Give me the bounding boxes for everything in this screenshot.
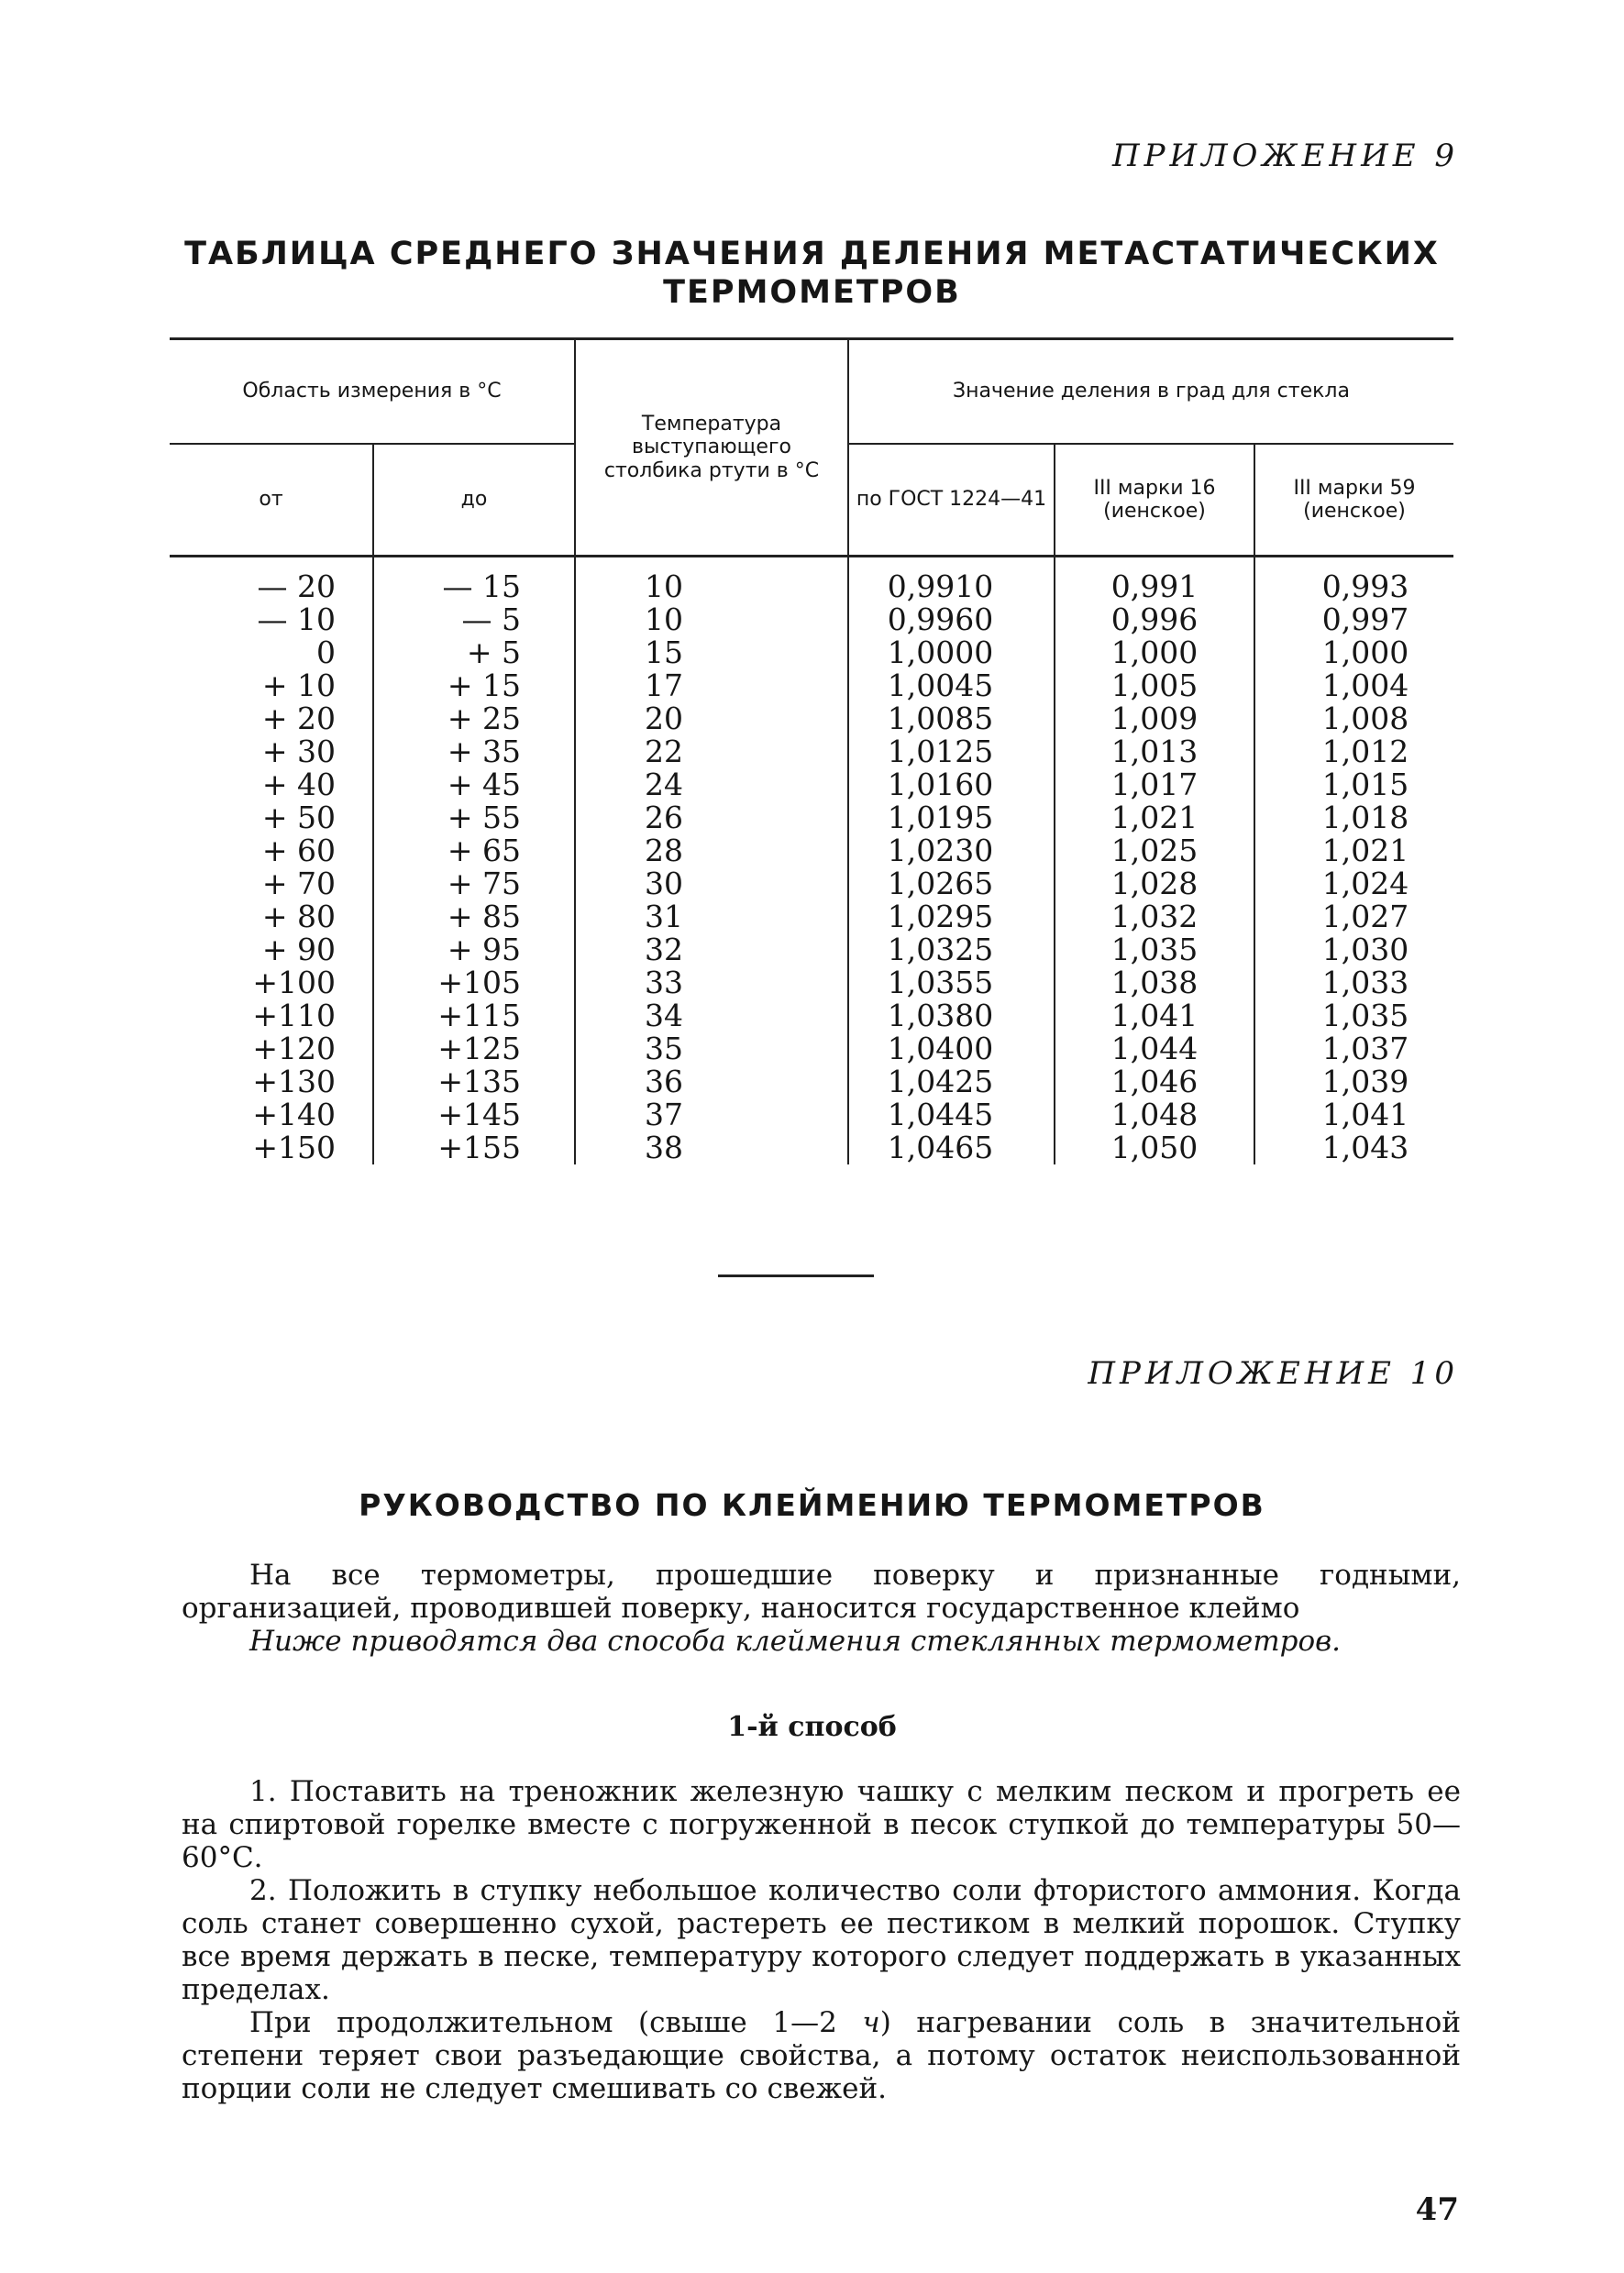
gost-value-cell: 1,0085 xyxy=(848,702,1055,735)
mark-59-value-cell: 1,000 xyxy=(1321,634,1409,670)
range-to-cell: + 75 xyxy=(373,867,575,900)
range-from-cell: — 20 xyxy=(170,557,373,604)
range-from-cell: — 10 xyxy=(170,603,373,636)
range-from-cell: + 50 xyxy=(170,801,373,834)
temperature-cell: 33 xyxy=(575,966,848,999)
range-from-cell: 0 xyxy=(170,636,373,669)
mark-59-value-cell: 1,008 xyxy=(1321,701,1409,736)
header-gost: по ГОСТ 1224—41 xyxy=(848,444,1055,557)
temperature-cell: 36 xyxy=(575,1065,848,1098)
mark-59-value-cell: 1,012 xyxy=(1321,734,1409,769)
gost-value-cell: 1,0195 xyxy=(848,801,1055,834)
mark-59-value-cell: 0,997 xyxy=(1321,601,1409,637)
mark-59-value-cell: 1,018 xyxy=(1321,800,1409,835)
appendix-9-label: ПРИЛОЖЕНИЕ 9 xyxy=(1111,138,1459,174)
page-number: 47 xyxy=(1415,2191,1459,2228)
mark-16-value-cell: 1,021 xyxy=(1055,801,1254,834)
temperature-cell: 24 xyxy=(575,768,848,801)
range-from-cell: +150 xyxy=(170,1131,373,1164)
table-row xyxy=(170,735,1453,768)
range-from-cell: + 30 xyxy=(170,735,373,768)
appendix-10-label: ПРИЛОЖЕНИЕ 10 xyxy=(1088,1355,1459,1392)
table-row xyxy=(170,933,1453,966)
mark-16-value-cell: 1,017 xyxy=(1055,768,1254,801)
temperature-cell: 38 xyxy=(575,1131,848,1164)
appendix-9-title xyxy=(0,235,1624,312)
mark-16-value-cell: 1,013 xyxy=(1055,735,1254,768)
table-row xyxy=(170,1032,1453,1065)
range-from-cell: + 10 xyxy=(170,669,373,702)
mark-16-value-cell: 1,025 xyxy=(1055,834,1254,867)
table-row xyxy=(170,636,1453,669)
mark-16-value-cell: 1,046 xyxy=(1055,1065,1254,1098)
range-from-cell: + 90 xyxy=(170,933,373,966)
mark-59-value-cell: 1,021 xyxy=(1321,833,1409,868)
division-value-table xyxy=(170,337,1453,1164)
table-row xyxy=(170,900,1453,933)
range-to-cell: + 35 xyxy=(373,735,575,768)
table-row xyxy=(170,999,1453,1032)
header-from: от xyxy=(170,444,373,557)
range-from-cell: +100 xyxy=(170,966,373,999)
table-row xyxy=(170,834,1453,867)
range-from-cell: + 20 xyxy=(170,702,373,735)
temperature-cell: 32 xyxy=(575,933,848,966)
table-row xyxy=(170,669,1453,702)
gost-value-cell: 1,0425 xyxy=(848,1065,1055,1098)
table-row xyxy=(170,966,1453,999)
range-to-cell: +125 xyxy=(373,1032,575,1065)
gost-value-cell: 1,0160 xyxy=(848,768,1055,801)
mark-59-value-cell: 1,037 xyxy=(1321,1031,1409,1066)
paragraph-methods: Ниже приводятся два способа клеймения стеклянных термометров. xyxy=(249,1625,1342,1658)
table-body xyxy=(170,557,1453,1165)
range-to-cell: — 5 xyxy=(373,603,575,636)
range-to-cell: + 85 xyxy=(373,900,575,933)
heating-text-a: При продолжительном (свыше 1—2 xyxy=(249,2006,863,2039)
range-to-cell: +135 xyxy=(373,1065,575,1098)
gost-value-cell: 1,0125 xyxy=(848,735,1055,768)
range-from-cell: +120 xyxy=(170,1032,373,1065)
temperature-cell: 17 xyxy=(575,669,848,702)
gost-value-cell: 1,0380 xyxy=(848,999,1055,1032)
range-to-cell: + 95 xyxy=(373,933,575,966)
mark-16-value-cell: 0,996 xyxy=(1055,603,1254,636)
range-to-cell: +155 xyxy=(373,1131,575,1164)
temperature-cell: 22 xyxy=(575,735,848,768)
range-to-cell: +105 xyxy=(373,966,575,999)
step-1: 1. Поставить на треножник железную чашку с мелким песком и прогреть ее на спиртовой горелке вместе с погруженной в песок ступкой до температуры 50—60°С. xyxy=(182,1775,1461,1874)
range-to-cell: + 5 xyxy=(373,636,575,669)
appendix-9-title-line-2: ТЕРМОМЕТРОВ xyxy=(663,274,961,311)
table-row xyxy=(170,557,1453,604)
gost-value-cell: 1,0045 xyxy=(848,669,1055,702)
mark-16-value-cell: 0,991 xyxy=(1055,557,1254,604)
step-2: 2. Положить в ступку небольшое количество соли фтористого аммония. Когда соль станет совершенно сухой, растереть ее пестиком в мелкий порошок. Ступку все время держать в песке, температуру которого следует поддержать в указанных пределах. xyxy=(182,1874,1461,2006)
range-to-cell: +145 xyxy=(373,1098,575,1131)
range-to-cell: + 25 xyxy=(373,702,575,735)
paragraph-stamp: На все термометры, прошедшие поверку и признанные годными, организацией, проводившей поверку, наносится государственное клеймо xyxy=(182,1559,1461,1625)
method-1-title: 1-й способ xyxy=(727,1711,897,1743)
mark-59-value-cell: 1,033 xyxy=(1321,965,1409,1000)
mark-59-value-cell: 1,035 xyxy=(1321,998,1409,1033)
range-to-cell: + 45 xyxy=(373,768,575,801)
range-to-cell: — 15 xyxy=(373,557,575,604)
mark-59-value-cell: 1,004 xyxy=(1321,668,1409,703)
range-from-cell: + 70 xyxy=(170,867,373,900)
gost-value-cell: 1,0325 xyxy=(848,933,1055,966)
mark-59-value-cell: 1,024 xyxy=(1321,866,1409,901)
mark-16-value-cell: 1,032 xyxy=(1055,900,1254,933)
header-range: Область измерения в °С xyxy=(170,339,575,445)
mark-16-value-cell: 1,005 xyxy=(1055,669,1254,702)
table-row xyxy=(170,1131,1453,1164)
mark-16-value-cell: 1,035 xyxy=(1055,933,1254,966)
mark-16-value-cell: 1,009 xyxy=(1055,702,1254,735)
range-from-cell: + 80 xyxy=(170,900,373,933)
range-to-cell: +115 xyxy=(373,999,575,1032)
table-row xyxy=(170,1098,1453,1131)
mark-16-value-cell: 1,044 xyxy=(1055,1032,1254,1065)
table-row xyxy=(170,801,1453,834)
gost-value-cell: 0,9960 xyxy=(848,603,1055,636)
temperature-cell: 34 xyxy=(575,999,848,1032)
table-row xyxy=(170,1065,1453,1098)
appendix-9-title-line-1: ТАБЛИЦА СРЕДНЕГО ЗНАЧЕНИЯ ДЕЛЕНИЯ МЕТАСТАТИЧЕСКИХ xyxy=(184,236,1440,272)
temperature-cell: 31 xyxy=(575,900,848,933)
temperature-cell: 35 xyxy=(575,1032,848,1065)
range-from-cell: +110 xyxy=(170,999,373,1032)
mark-16-value-cell: 1,038 xyxy=(1055,966,1254,999)
temperature-cell: 10 xyxy=(575,603,848,636)
mark-59-value-cell: 1,041 xyxy=(1321,1097,1409,1132)
temperature-cell: 28 xyxy=(575,834,848,867)
mark-16-value-cell: 1,041 xyxy=(1055,999,1254,1032)
section-divider xyxy=(718,1274,874,1277)
heating-text-b: ) нагревании соль в значительной степени теряет свои разъедающие свойства, а потому остаток неиспользованной порции соли не следует смешивать со свежей. xyxy=(182,2006,1461,2105)
intro-text xyxy=(182,1559,1461,1658)
header-mark-59: III марки 59 (иенское) xyxy=(1254,444,1453,557)
table-row xyxy=(170,867,1453,900)
mark-59-value-cell: 1,043 xyxy=(1321,1130,1409,1165)
range-to-cell: + 15 xyxy=(373,669,575,702)
method-1-text xyxy=(182,1775,1461,2105)
hour-unit: ч xyxy=(862,2006,880,2039)
temperature-cell: 37 xyxy=(575,1098,848,1131)
header-temperature: Температура выступающего столбика ртути в °С xyxy=(575,339,848,557)
gost-value-cell: 1,0000 xyxy=(848,636,1055,669)
gost-value-cell: 1,0265 xyxy=(848,867,1055,900)
table-row xyxy=(170,702,1453,735)
mark-59-value-cell: 1,030 xyxy=(1321,932,1409,967)
mark-16-value-cell: 1,048 xyxy=(1055,1098,1254,1131)
gost-value-cell: 1,0445 xyxy=(848,1098,1055,1131)
appendix-10-title: РУКОВОДСТВО ПО КЛЕЙМЕНИЮ ТЕРМОМЕТРОВ xyxy=(359,1487,1265,1523)
header-to: до xyxy=(373,444,575,557)
header-mark-16: III марки 16 (иенское) xyxy=(1055,444,1254,557)
range-from-cell: +130 xyxy=(170,1065,373,1098)
gost-value-cell: 0,9910 xyxy=(848,557,1055,604)
temperature-cell: 15 xyxy=(575,636,848,669)
range-from-cell: +140 xyxy=(170,1098,373,1131)
mark-59-value-cell: 1,039 xyxy=(1321,1064,1409,1099)
mark-59-value-cell: 0,993 xyxy=(1321,568,1409,604)
table-row xyxy=(170,768,1453,801)
table-row xyxy=(170,603,1453,636)
temperature-cell: 26 xyxy=(575,801,848,834)
mark-16-value-cell: 1,000 xyxy=(1055,636,1254,669)
temperature-cell: 30 xyxy=(575,867,848,900)
range-from-cell: + 40 xyxy=(170,768,373,801)
gost-value-cell: 1,0295 xyxy=(848,900,1055,933)
mark-16-value-cell: 1,028 xyxy=(1055,867,1254,900)
range-to-cell: + 65 xyxy=(373,834,575,867)
gost-value-cell: 1,0465 xyxy=(848,1131,1055,1164)
range-to-cell: + 55 xyxy=(373,801,575,834)
range-from-cell: + 60 xyxy=(170,834,373,867)
header-division-value: Значение деления в град для стекла xyxy=(848,339,1453,445)
mark-16-value-cell: 1,050 xyxy=(1055,1131,1254,1164)
mark-59-value-cell: 1,015 xyxy=(1321,767,1409,802)
paragraph-heating xyxy=(182,2006,1461,2105)
temperature-cell: 20 xyxy=(575,702,848,735)
temperature-cell: 10 xyxy=(575,557,848,604)
gost-value-cell: 1,0230 xyxy=(848,834,1055,867)
mark-59-value-cell: 1,027 xyxy=(1321,899,1409,934)
gost-value-cell: 1,0400 xyxy=(848,1032,1055,1065)
gost-value-cell: 1,0355 xyxy=(848,966,1055,999)
